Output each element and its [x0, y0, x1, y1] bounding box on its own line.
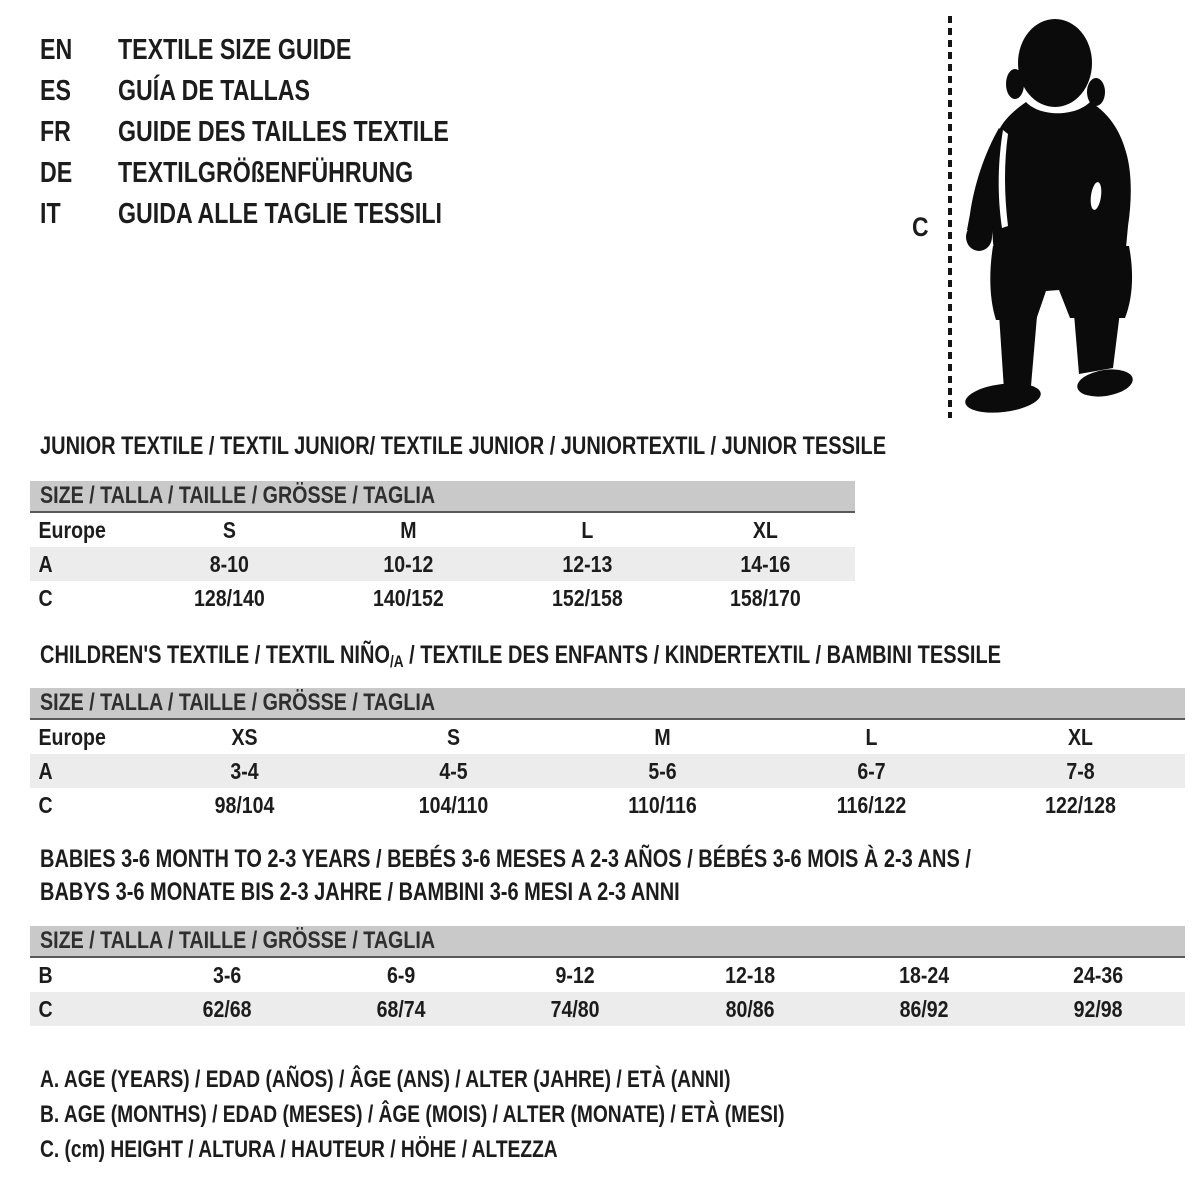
- height-cell: 80/86: [725, 995, 775, 1022]
- language-row-it: [40, 194, 532, 235]
- height-cell: 92/98: [1073, 995, 1123, 1022]
- language-title-list: [40, 30, 532, 235]
- age-cell: 12-18: [724, 961, 775, 988]
- height-cell: 110/116: [628, 791, 697, 818]
- age-cell: 24-36: [1072, 961, 1123, 988]
- height-cell: 116/122: [836, 791, 907, 818]
- height-measure-label: C: [912, 212, 929, 242]
- footnote-text: A. AGE (YEARS) / EDAD (AÑOS) / ÂGE (ANS) / ALTER (JAHRE) / ETÀ (ANNI): [40, 1065, 731, 1093]
- language-row-fr: [40, 112, 532, 153]
- table-row-age: [30, 754, 1185, 788]
- guide-title-es: GUÍA DE TALLAS: [118, 75, 311, 107]
- row-label: A: [38, 550, 53, 577]
- size-cell: M: [399, 516, 417, 543]
- height-cell: 140/152: [372, 584, 444, 611]
- footnote-text: C. (cm) HEIGHT / ALTURA / HAUTEUR / HÖHE / ALTEZZA: [40, 1135, 558, 1163]
- row-label: B: [38, 961, 53, 988]
- size-cell: S: [446, 723, 461, 750]
- row-label: Europe: [38, 723, 106, 750]
- size-table-header: [30, 688, 1185, 720]
- babies-section-title-line1: BABIES 3-6 MONTH TO 2-3 YEARS / BEBÉS 3-6 MESES A 2-3 AÑOS / BÉBÉS 3-6 MOIS À 2-3 ANS /: [40, 845, 971, 873]
- size-cell: L: [580, 516, 593, 543]
- age-cell: 6-7: [857, 757, 886, 784]
- language-code: FR: [40, 116, 71, 148]
- footnote-age-months: [40, 1097, 971, 1132]
- guide-title-fr: GUIDE DES TAILLES TEXTILE: [118, 116, 449, 148]
- row-label: Europe: [38, 516, 106, 543]
- height-cell: 98/104: [214, 791, 275, 818]
- table-row-height: [30, 788, 1185, 822]
- size-table-header: [30, 481, 855, 513]
- height-cell: 68/74: [376, 995, 426, 1022]
- footnote-height-cm: [40, 1132, 971, 1167]
- row-label: C: [38, 995, 53, 1022]
- table-row-height: [30, 992, 1185, 1026]
- age-cell: 8-10: [209, 550, 249, 577]
- age-cell: 10-12: [383, 550, 434, 577]
- height-cell: 152/158: [551, 584, 623, 611]
- toddler-silhouette-icon: [962, 14, 1140, 420]
- age-cell: 3-4: [230, 757, 259, 784]
- size-cell: XL: [1068, 723, 1093, 750]
- children-title-pre: CHILDREN'S TEXTILE / TEXTIL NIÑO: [40, 641, 390, 669]
- height-cell: 86/92: [899, 995, 949, 1022]
- junior-section-title: JUNIOR TEXTILE / TEXTIL JUNIOR/ TEXTILE JUNIOR / JUNIORTEXTIL / JUNIOR TESSILE: [40, 432, 887, 460]
- guide-title-de: TEXTILGRÖßENFÜHRUNG: [118, 157, 414, 189]
- size-cell: S: [222, 516, 236, 543]
- children-section-title: [40, 641, 1001, 672]
- height-cell: 158/170: [730, 584, 801, 611]
- children-title-sub: /A: [389, 652, 404, 671]
- footnote-age-years: [40, 1062, 971, 1097]
- age-cell: 12-13: [561, 550, 612, 577]
- language-code: EN: [40, 34, 73, 66]
- age-cell: 3-6: [212, 961, 242, 988]
- size-table-header: [30, 926, 1185, 958]
- babies-section-title-line2: BABYS 3-6 MONATE BIS 2-3 JAHRE / BAMBINI 3-6 MESI A 2-3 ANNI: [40, 878, 680, 906]
- size-cell: M: [654, 723, 671, 750]
- legend-footnotes: [40, 1062, 971, 1167]
- height-cell: 128/140: [194, 584, 265, 611]
- age-cell: 18-24: [898, 961, 949, 988]
- table-row-age: [30, 547, 855, 581]
- age-cell: 14-16: [740, 550, 791, 577]
- language-row-es: [40, 71, 532, 112]
- language-code: DE: [40, 157, 73, 189]
- junior-size-table: [30, 481, 855, 615]
- age-cell: 5-6: [648, 757, 677, 784]
- size-header-label: SIZE / TALLA / TAILLE / GRÖSSE / TAGLIA: [40, 482, 436, 509]
- size-header-label: SIZE / TALLA / TAILLE / GRÖSSE / TAGLIA: [40, 689, 436, 716]
- language-row-de: [40, 153, 532, 194]
- table-row-europe: [30, 720, 1185, 754]
- children-title-post: / TEXTILE DES ENFANTS / KINDERTEXTIL / BAMBINI TESSILE: [403, 641, 1002, 669]
- table-row-europe: [30, 513, 855, 547]
- language-row-en: [40, 30, 532, 71]
- size-header-label: SIZE / TALLA / TAILLE / GRÖSSE / TAGLIA: [40, 927, 436, 954]
- age-cell: 4-5: [439, 757, 468, 784]
- footnote-text: B. AGE (MONTHS) / EDAD (MESES) / ÂGE (MOIS) / ALTER (MONATE) / ETÀ (MESI): [40, 1100, 785, 1128]
- height-cell: 74/80: [550, 995, 600, 1022]
- height-cell: 104/110: [418, 791, 489, 818]
- row-label: C: [38, 584, 53, 611]
- children-size-table: [30, 688, 1185, 822]
- age-cell: 6-9: [387, 961, 416, 988]
- height-cell: 62/68: [202, 995, 252, 1022]
- height-cell: 122/128: [1045, 791, 1116, 818]
- age-cell: 7-8: [1066, 757, 1095, 784]
- table-row-age-months: [30, 958, 1185, 992]
- language-code: ES: [40, 75, 71, 107]
- size-cell: XS: [231, 723, 258, 750]
- row-label: A: [38, 757, 53, 784]
- height-measure-dashed-line: [948, 16, 952, 418]
- size-cell: XL: [753, 516, 779, 543]
- row-label: C: [38, 791, 53, 818]
- age-cell: 9-12: [555, 961, 595, 988]
- size-cell: L: [865, 723, 878, 750]
- table-row-height: [30, 581, 855, 615]
- language-code: IT: [40, 198, 61, 230]
- babies-size-table: [30, 926, 1185, 1026]
- guide-title-en: TEXTILE SIZE GUIDE: [118, 34, 352, 66]
- guide-title-it: GUIDA ALLE TAGLIE TESSILI: [118, 198, 442, 230]
